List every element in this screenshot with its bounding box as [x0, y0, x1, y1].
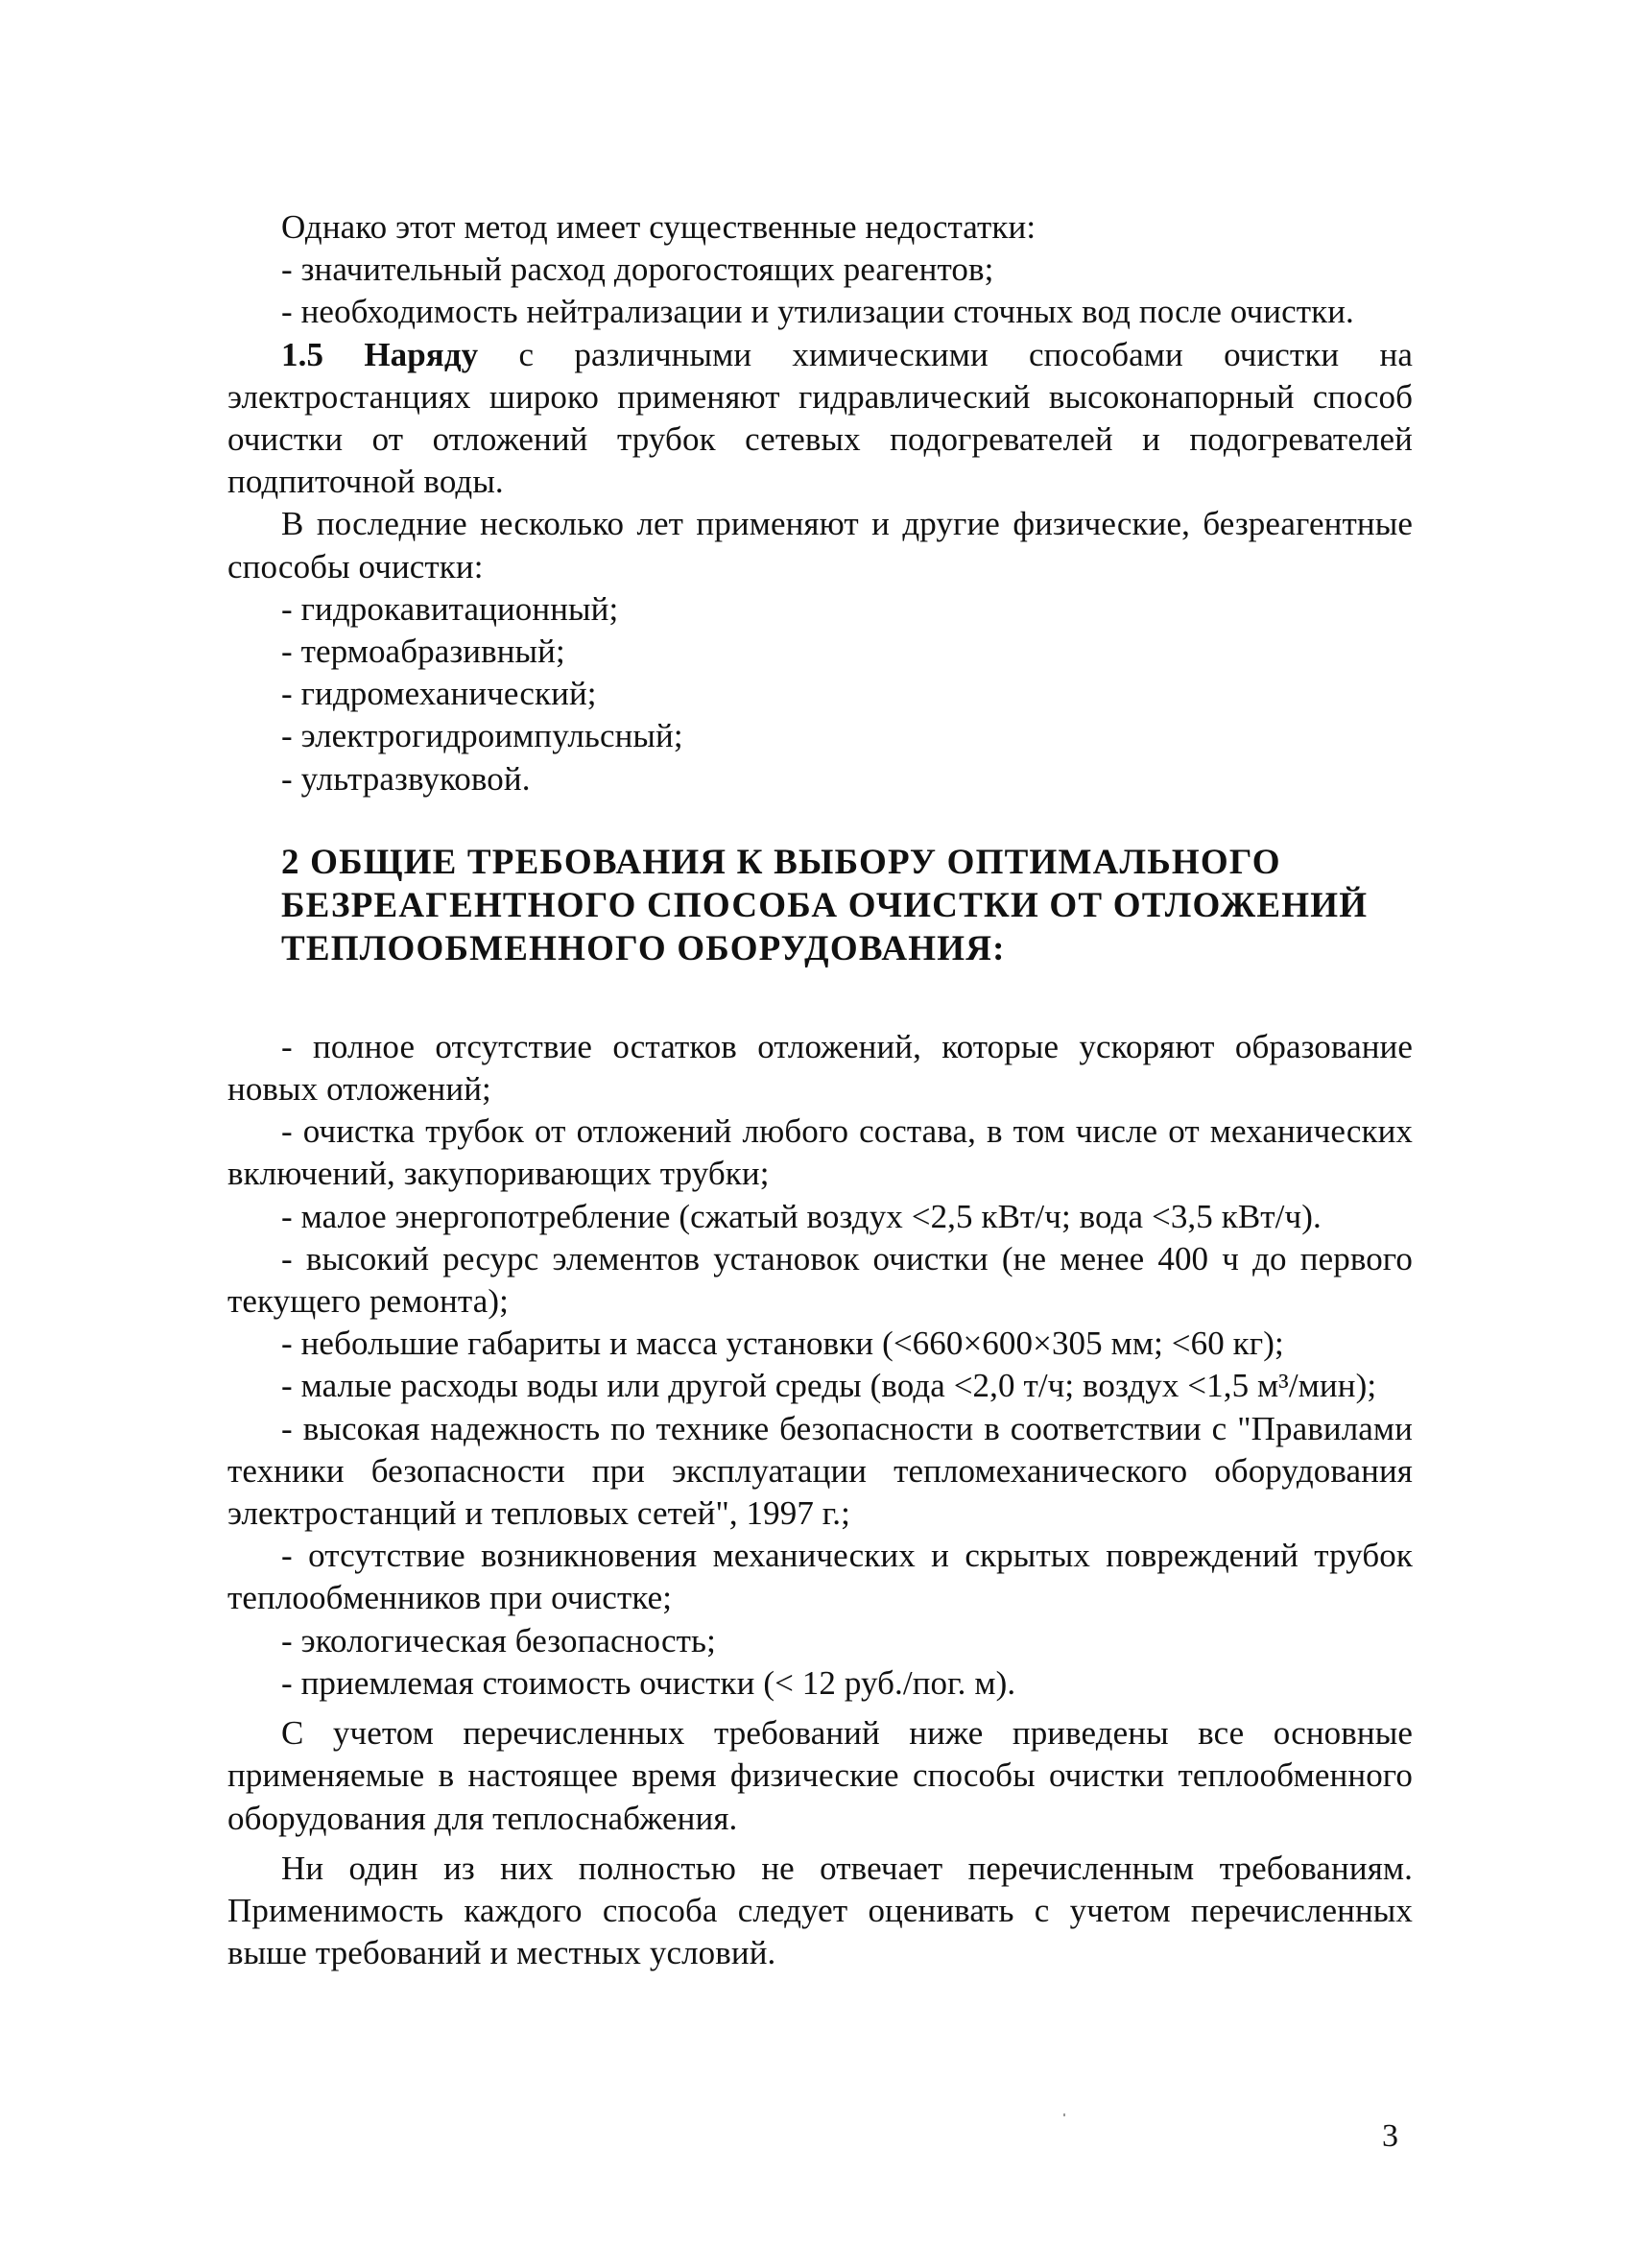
paragraph-drawbacks-intro: Однако этот метод имеет существенные недостатки: [281, 208, 1036, 246]
list-item-method: - ультразвуковой. [281, 759, 531, 798]
list-item-method: - электрогидроимпульсный; [281, 717, 683, 755]
paragraph-closing: Ни один из них полностью не отвечает перечисленным требованиям. Применимость каждого способа следует оценивать с учетом перечисленных выше требований и местных условий. [227, 1849, 1413, 1972]
scan-speck [1063, 2113, 1065, 2116]
document-body [227, 206, 1413, 1974]
list-item-requirement: - полное отсутствие остатков отложений, которые ускоряют образование новых отложений; [227, 1027, 1413, 1109]
page-number: 3 [1382, 2118, 1398, 2154]
list-item-method: - гидрокавитационный; [281, 589, 619, 628]
list-item-requirement: - очистка трубок от отложений любого состава, в том числе от механических включений, закупоривающих трубки; [227, 1112, 1413, 1193]
list-item-drawback: - необходимость нейтрализации и утилизации сточных вод после очистки. [281, 293, 1354, 331]
heading-line: 2 ОБЩИЕ ТРЕБОВАНИЯ К ВЫБОРУ ОПТИМАЛЬНОГО [281, 842, 1281, 882]
paragraph-section-1-5 [227, 334, 1413, 504]
section-number: 1.5 [281, 335, 324, 373]
heading-line: БЕЗРЕАГЕНТНОГО СПОСОБА ОЧИСТКИ ОТ ОТЛОЖЕНИЙ [281, 885, 1369, 925]
list-item-requirement: - отсутствие возникновения механических и скрытых повреждений трубок теплообменников при очистке; [227, 1537, 1413, 1617]
list-item-requirement: - экологическая безопасность; [281, 1621, 716, 1659]
section-lead-word: Наряду [364, 335, 479, 373]
paragraph-closing: С учетом перечисленных требований ниже приведены все основные применяемые в настоящее время физические способы очистки теплообменного оборудования для теплоснабжения. [227, 1714, 1413, 1837]
heading-line: ТЕПЛООБМЕННОГО ОБОРУДОВАНИЯ: [281, 928, 1006, 968]
list-item-requirement: - приемлемая стоимость очистки (< 12 руб./пог. м). [281, 1663, 1016, 1702]
list-item-drawback: - значительный расход дорогостоящих реагентов; [281, 251, 994, 289]
list-item-requirement: - высокий ресурс элементов установок очистки (не менее 400 ч до первого текущего ремонта); [227, 1239, 1413, 1321]
list-item-requirement: - малые расходы воды или другой среды (вода <2,0 т/ч; воздух <1,5 м³/мин); [281, 1367, 1377, 1405]
list-item-method: - термоабразивный; [281, 633, 565, 671]
list-item-requirement: - высокая надежность по технике безопасности в соответствии с "Правилами техники безопасности при эксплуатации тепломеханического оборудования электростанций и тепловых сетей", 1997 г.; [227, 1409, 1413, 1533]
list-item-requirement: - небольшие габариты и масса установки (<660×600×305 мм; <60 кг); [281, 1325, 1284, 1363]
paragraph-physical-intro: В последние несколько лет применяют и другие физические, безреагентные способы очистки: [227, 505, 1413, 585]
section-heading-2 [227, 841, 1413, 970]
list-item-requirement: - малое энергопотребление (сжатый воздух <2,5 кВт/ч; вода <3,5 кВт/ч). [281, 1197, 1322, 1235]
list-item-method: - гидромеханический; [281, 675, 597, 713]
section-text: с различными химическими способами очистки на электростанциях широко применяют гидравлический высоконапорный способ очистки от отложений трубок сетевых подогревателей и подогревателей подпиточной воды. [227, 335, 1413, 501]
